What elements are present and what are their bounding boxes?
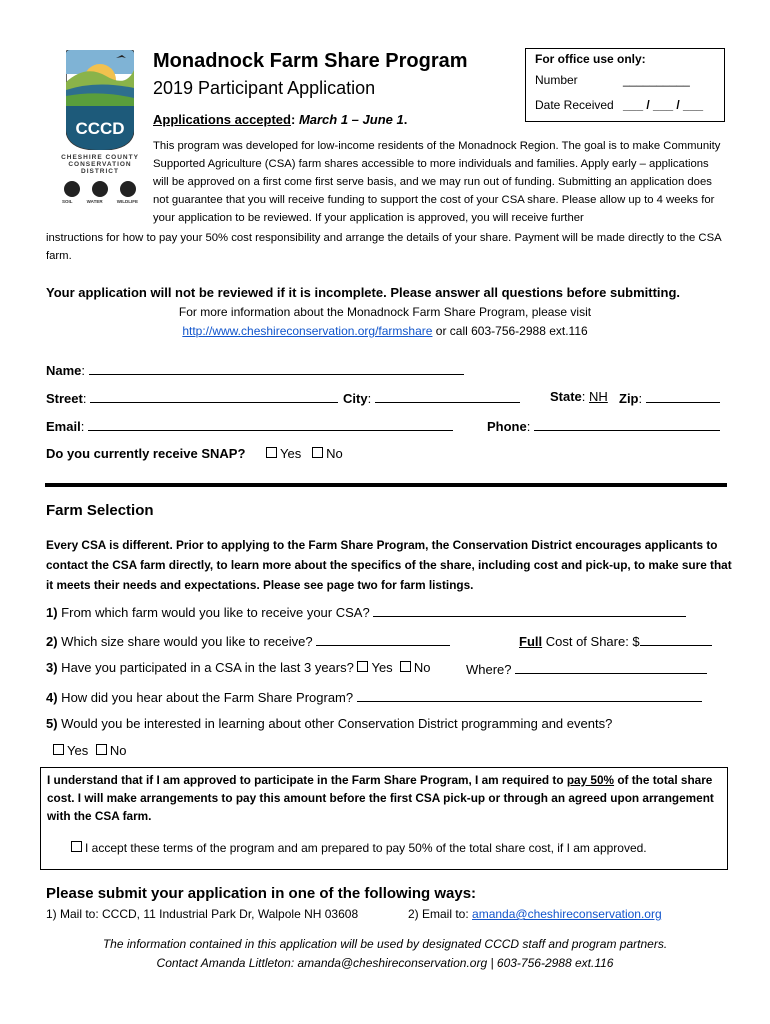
agreement-pay-50: pay 50% (566, 773, 615, 787)
email-input[interactable] (88, 417, 453, 431)
full-label: Full (519, 634, 543, 649)
farm-selection-heading: Farm Selection (46, 502, 154, 519)
q5-yes-label: Yes (67, 743, 89, 758)
footer-contact: Contact Amanda Littleton: amanda@cheshireconservation.org | 603-756-2988 ext.116 (156, 956, 614, 970)
logo-acronym: CCCD (75, 119, 125, 138)
city-input[interactable] (375, 389, 520, 403)
q3-no-checkbox[interactable] (400, 661, 411, 672)
snap-yes-label: Yes (280, 446, 302, 461)
q2-size-input[interactable] (316, 632, 450, 646)
q4-number: 4) (46, 690, 58, 705)
state-value[interactable]: NH (589, 389, 608, 404)
street-label: Street (46, 391, 83, 406)
intro-paragraph: This program was developed for low-income residents of the Monadnock Region. The goal is to make Community Supported Agriculture (CSA) farm shares accessible to more individuals and families. Apply early – applications will be approved on a first come first serve basis, and we may run out of funding. Submitting an application does not guarantee that you will receive funding to support the cost of your CSA share. Please allow up to 4 weeks for your application to be reviewed. If your application is approved, you will receive further (153, 140, 721, 224)
email-instructions-label: 2) Email to: (408, 907, 473, 921)
water-drop-icon (92, 181, 108, 197)
logo-org-line2: CONSERVATION DISTRICT (68, 161, 132, 175)
q3-yes-checkbox[interactable] (357, 661, 368, 672)
accepted-colon: : (290, 112, 299, 127)
farm-selection-note: Every CSA is different. Prior to applying to the Farm Share Program, the Conservation District encourages applicants to contact the CSA farm directly, to learn more about the specifics of the share, including cost and pick-up, to make sure that it meets their needs and expectations. Please see page two for farm listings. (46, 538, 732, 592)
wildlife-icon (120, 181, 136, 197)
full-cost-row (519, 632, 712, 649)
email-instructions (408, 907, 662, 921)
accept-terms-checkbox[interactable] (71, 841, 82, 852)
state-row: State: NH (550, 389, 608, 404)
farmshare-link[interactable]: http://www.cheshireconservation.org/farmshare (182, 324, 433, 338)
zip-input[interactable] (646, 389, 720, 403)
street-row: Street: (46, 389, 338, 406)
water-label: WATER (86, 199, 103, 204)
q1-text: From which farm would you like to receive your CSA? (57, 605, 370, 620)
where-label: Where? (466, 662, 512, 677)
city-row: City: (343, 389, 520, 406)
info-line-2 (0, 324, 770, 338)
logo-org-line1: CHESHIRE COUNTY (61, 154, 139, 161)
intro-paragraph-continued: instructions for how to pay your 50% cost responsibility and arrange the details of your share. Payment will be made directly to the CSA farm. (46, 232, 722, 262)
full-cost-label: Cost of Share: $ (542, 634, 640, 649)
zip-label: Zip (619, 391, 639, 406)
q5-no-label: No (109, 743, 127, 758)
question-1 (46, 603, 686, 620)
office-title: For office use only: (535, 52, 646, 66)
info-phone: or call 603-756-2988 ext.116 (432, 324, 588, 338)
section-divider (45, 483, 727, 487)
soil-icon (64, 181, 80, 197)
accepted-label: Applications accepted (153, 112, 291, 127)
applications-accepted (153, 112, 407, 127)
office-date-label: Date Received (535, 98, 614, 112)
office-date-field[interactable]: ___ / ___ / ___ (623, 98, 704, 112)
office-use-box (525, 48, 725, 122)
name-row: Name: (46, 361, 464, 378)
snap-options (266, 446, 343, 461)
accept-terms-row (71, 841, 647, 855)
question-3 (46, 660, 431, 675)
q1-farm-input[interactable] (373, 603, 686, 617)
q2-text: Which size share would you like to receive? (57, 634, 313, 649)
q3-yes-label: Yes (371, 660, 393, 675)
question-4 (46, 688, 702, 705)
street-input[interactable] (90, 389, 338, 403)
city-label: City (343, 391, 368, 406)
page-subtitle: 2019 Participant Application (153, 78, 376, 98)
question-5 (46, 716, 612, 731)
full-cost-input[interactable] (640, 632, 712, 646)
agreement-text-a: I understand that if I am approved to participate in the Farm Share Program, I am required to (47, 773, 567, 787)
snap-no-checkbox[interactable] (312, 447, 323, 458)
incomplete-warning: Your application will not be reviewed if it is incomplete. Please answer all questions before submitting. (46, 285, 681, 300)
soil-label: SOIL (62, 199, 73, 204)
state-label: State (550, 389, 582, 404)
agreement-box (40, 767, 728, 870)
where-input[interactable] (515, 660, 707, 674)
phone-input[interactable] (534, 417, 720, 431)
cccd-logo (58, 50, 142, 204)
name-label: Name (46, 363, 82, 378)
snap-question: Do you currently receive SNAP? (46, 446, 246, 461)
question-2 (46, 632, 450, 649)
email-label: Email (46, 419, 81, 434)
info-line: For more information about the Monadnock Farm Share Program, please visit (178, 305, 592, 319)
q5-number: 5) (46, 716, 58, 731)
phone-row: Phone: (487, 417, 720, 434)
logo-shield-icon (66, 50, 134, 150)
q1-number: 1) (46, 605, 58, 620)
snap-yes-checkbox[interactable] (266, 447, 277, 458)
office-number-label: Number (535, 73, 578, 87)
wildlife-label: WILDLIFE (116, 199, 138, 204)
name-input[interactable] (89, 361, 464, 375)
accept-terms-label: I accept these terms of the program and am prepared to pay 50% of the total share cost, if I am approved. (85, 841, 647, 855)
q4-input[interactable] (357, 688, 702, 702)
snap-no-label: No (326, 446, 343, 461)
email-row: Email: (46, 417, 453, 434)
q3-text: Have you participated in a CSA in the last 3 years? (57, 660, 354, 675)
submit-heading: Please submit your application in one of the following ways: (46, 885, 477, 902)
where-row (466, 660, 707, 677)
q3-no-label: No (413, 660, 431, 675)
q2-number: 2) (46, 634, 58, 649)
accepted-period: . (403, 112, 408, 127)
zip-row: Zip: (619, 389, 720, 406)
snap-row (46, 446, 245, 461)
q5-text: Would you be interested in learning about other Conservation District programming and events? (57, 716, 613, 731)
q5-options (53, 743, 126, 758)
page-title: Monadnock Farm Share Program (153, 50, 468, 72)
phone-label: Phone (487, 419, 527, 434)
agreement-text (47, 771, 719, 825)
q4-text: How did you hear about the Farm Share Program? (57, 690, 354, 705)
q5-yes-checkbox[interactable] (53, 744, 64, 755)
mail-instructions: 1) Mail to: CCCD, 11 Industrial Park Dr, Walpole NH 03608 (46, 907, 359, 921)
office-number-field[interactable]: __________ (623, 73, 690, 87)
footer-privacy: The information contained in this application will be used by designated CCCD staff and program partners. (102, 937, 668, 951)
q3-number: 3) (46, 660, 58, 675)
accepted-dates: March 1 – June 1 (298, 112, 404, 127)
agreement-text-b: of the total share cost. I will make arrangements to pay this amount before the first CSA pick-up or through an agreed upon arrangement with the CSA farm. (47, 773, 714, 823)
q5-no-checkbox[interactable] (96, 744, 107, 755)
submit-email-link[interactable]: amanda@cheshireconservation.org (472, 907, 662, 921)
